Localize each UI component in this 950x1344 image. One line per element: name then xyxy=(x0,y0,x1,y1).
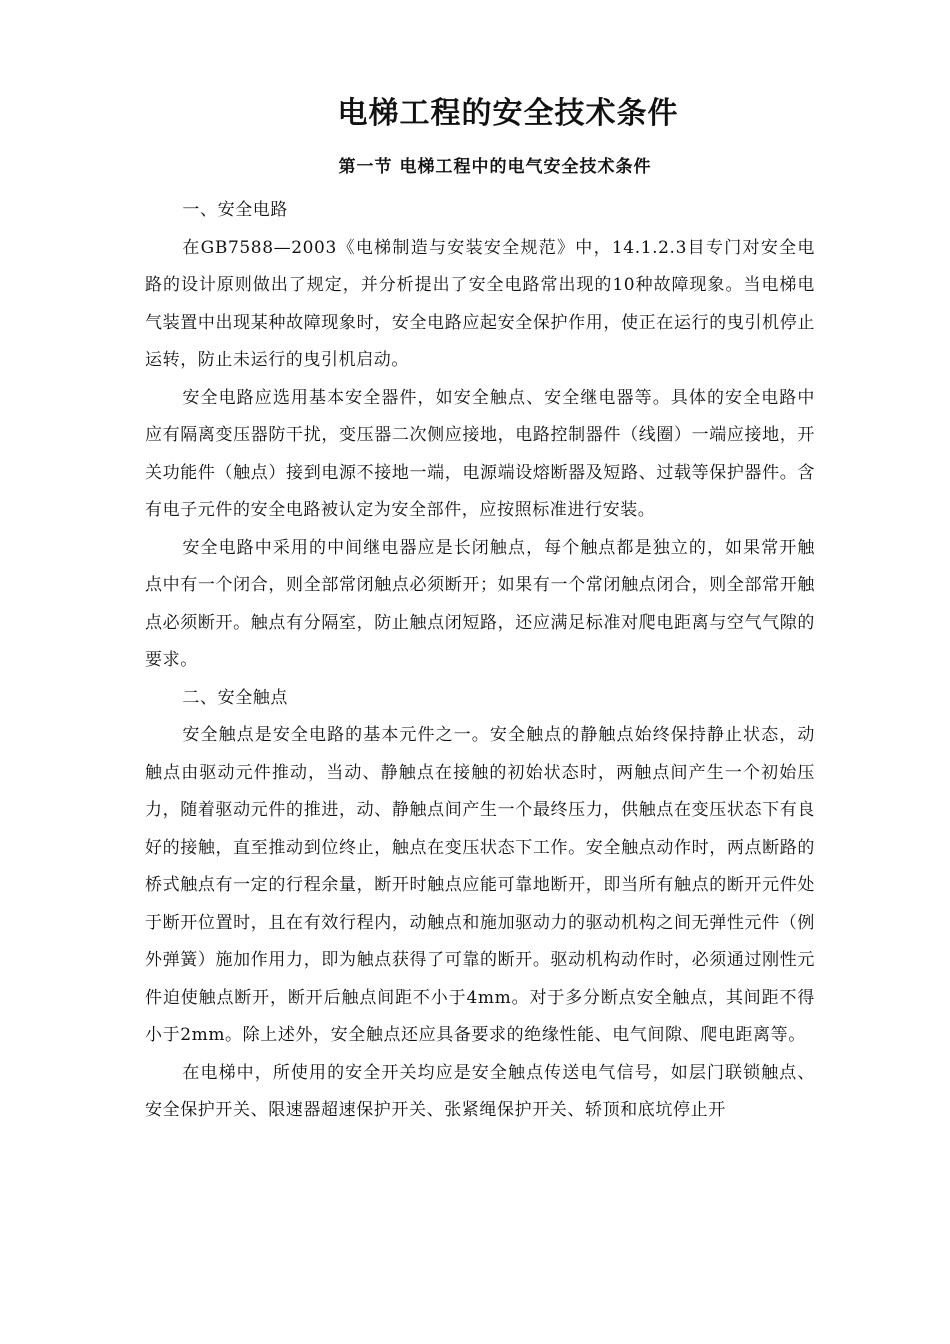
paragraph: 在GB7588—2003《电梯制造与安装安全规范》中，14.1.2.3目专门对安全电路的设计原则做出了规定，并分析提出了安全电路常出现的10种故障现象。当电梯电气装置中出现某种故障现象时，安全电路应起安全保护作用，使正在运行的曳引机停止运转，防止未运行的曳引机启动。 xyxy=(145,237,815,370)
paragraph: 安全电路中采用的中间继电器应是长闭触点，每个触点都是独立的，如果常开触点中有一个闭合，则全部常闭触点必须断开；如果有一个常闭触点闭合，则全部常开触点必须断开。触点有分隔室，防止触点闭短路，还应满足标准对爬电距离与空气气隙的要求。 xyxy=(145,537,815,670)
document-title: 电梯工程的安全技术条件 xyxy=(337,96,679,131)
paragraph: 安全电路应选用基本安全器件，如安全触点、安全继电器等。具体的安全电路中应有隔离变压器防干扰，变压器二次侧应接地，电路控制器件（线圈）一端应接地，开关功能件（触点）接到电源不接地一端，电源端设熔断器及短路、过载等保护器件。含有电子元件的安全电路被认定为安全部件，应按照标准进行安装。 xyxy=(145,387,815,520)
heading-safety-contact: 二、安全触点 xyxy=(182,687,288,708)
heading-safety-circuit: 一、安全电路 xyxy=(182,200,288,220)
section-title: 第一节 电梯工程中的电气安全技术条件 xyxy=(338,157,652,177)
document-body xyxy=(145,192,815,1130)
paragraph: 在电梯中，所使用的安全开关均应是安全触点传送电气信号，如层门联锁触点、安全保护开关、限速器超速保护开关、张紧绳保护开关、轿顶和底坑停止开 xyxy=(145,1062,815,1120)
paragraph: 安全触点是安全电路的基本元件之一。安全触点的静触点始终保持静止状态，动触点由驱动元件推动，当动、静触点在接触的初始状态时，两触点间产生一个初始压力，随着驱动元件的推进，动、静触点间产生一个最终压力，供触点在变压状态下有良好的接触，直至推动到位终止，触点在变压状态下工作。安全触点动作时，两点断路的桥式触点有一定的行程余量，断开时触点应能可靠地断开，即当所有触点的断开元件处于断开位置时，且在有效行程内，动触点和施加驱动力的驱动机构之间无弹性元件（例外弹簧）施加作用力，即为触点获得了可靠的断开。驱动机构动作时，必须通过刚性元件迫使触点断开，断开后触点间距不小于4mm。对于多分断点安全触点，其间距不得小于2mm。除上述外，安全触点还应具备要求的绝缘性能、电气间隙、爬电距离等。 xyxy=(145,725,815,1045)
